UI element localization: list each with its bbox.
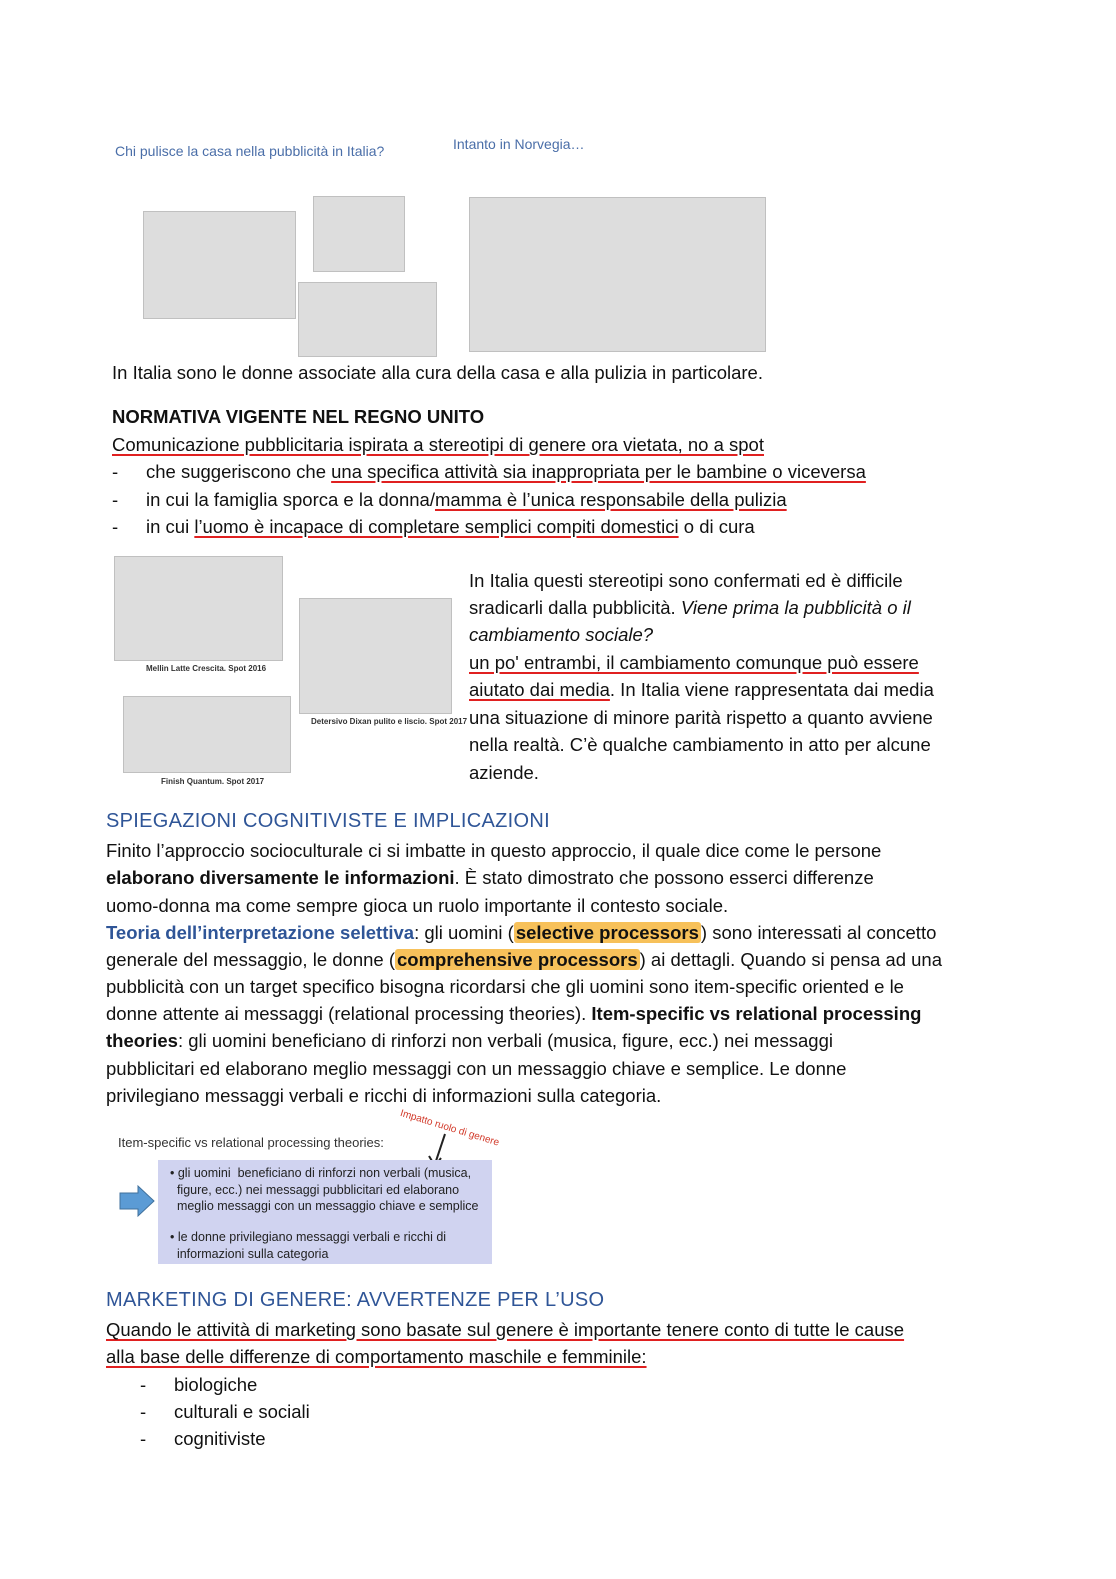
cognitive-line-6: pubblicità con un target specifico bisogna ricordarsi che gli uomini sono item-specific oriented e le <box>106 976 904 997</box>
italy-right-line-7: nella realtà. C’è qualche cambiamento in atto per alcune <box>469 734 931 755</box>
diagram-arrow-icon <box>118 1184 158 1218</box>
marketing-line-2: alla base delle differenze di comportamento maschile e femminile: <box>106 1346 647 1367</box>
ad-image-finish <box>123 696 291 773</box>
italy-right-line-4: un po' entrambi, il cambiamento comunque può essere <box>469 652 919 673</box>
ad-image-italy-1 <box>143 211 296 319</box>
caption-norway: Intanto in Norvegia… <box>453 136 585 152</box>
italy-right-line-5: aiutato dai media. In Italia viene rappresentata dai media <box>469 679 934 700</box>
cognitive-line-9: pubblicitari ed elaborano meglio messaggi con un messaggio chiave e semplice. Le donne <box>106 1058 847 1079</box>
uk-intro: Comunicazione pubblicitaria ispirata a stereotipi di genere ora vietata, no a spot <box>112 434 764 455</box>
diagram-box <box>158 1160 492 1264</box>
uk-bullet-3: - in cui l’uomo è incapace di completare semplici compiti domestici o di cura <box>112 516 755 537</box>
ad-image-norway <box>469 197 766 352</box>
cognitive-line-8: theories: gli uomini beneficiano di rinforzi non verbali (musica, figure, ecc.) nei messaggi <box>106 1030 833 1051</box>
uk-title: NORMATIVA VIGENTE NEL REGNO UNITO <box>112 406 485 427</box>
diagram-bullet-men: • gli uomini beneficiano di rinforzi non verbali (musica, figure, ecc.) nei messaggi pubblicitari ed elaborano meglio messaggi con un messaggio chiave e semplice <box>170 1166 479 1213</box>
cognitive-line-4: Teoria dell’interpretazione selettiva: gli uomini ( selective processors ) sono interessati al concetto <box>106 922 937 943</box>
cognitive-line-7: donne attente ai messaggi (relational processing theories). Item-specific vs relational processing <box>106 1003 922 1024</box>
cognitive-line-10: privilegiano messaggi verbali e ricchi di informazioni sulla categoria. <box>106 1085 662 1106</box>
uk-bullet-2: - in cui la famiglia sporca e la donna/mamma è l’unica responsabile della pulizia <box>112 489 787 510</box>
uk-bullet-1: - che suggeriscono che una specifica attività sia inappropriata per le bambine o viceversa <box>112 461 866 482</box>
caption-italy-question: Chi pulisce la casa nella pubblicità in Italia? <box>115 143 385 159</box>
diagram-bullet-women: • le donne privilegiano messaggi verbali e ricchi di informazioni sulla categoria <box>170 1230 447 1261</box>
ad-image-italy-2 <box>313 196 405 272</box>
italy-right-line-3: cambiamento sociale? <box>469 624 654 645</box>
diagram-annotation: Impatto ruolo di genere <box>398 1108 501 1149</box>
italy-right-line-8: aziende. <box>469 762 539 783</box>
caption-finish: Finish Quantum. Spot 2017 <box>161 777 265 786</box>
ad-image-mellin <box>114 556 283 661</box>
paragraph-italy: In Italia sono le donne associate alla cura della casa e alla pulizia in particolare. <box>112 362 763 383</box>
cognitive-line-5: generale del messaggio, le donne ( comprehensive processors ) ai dettagli. Quando si pensa ad una <box>106 949 942 970</box>
ad-image-dixan <box>299 598 452 714</box>
marketing-item: - cognitiviste <box>140 1428 266 1449</box>
cognitive-line-3: uomo-donna ma come sempre gioca un ruolo importante il contesto sociale. <box>106 895 729 916</box>
italy-right-line-2: sradicarli dalla pubblicità. Viene prima la pubblicità o il <box>469 597 911 618</box>
marketing-item: - culturali e sociali <box>140 1401 310 1422</box>
ad-image-italy-3 <box>298 282 437 357</box>
marketing-line-1: Quando le attività di marketing sono basate sul genere è importante tenere conto di tutte le cause <box>106 1319 905 1340</box>
diagram-title: Item-specific vs relational processing theories: <box>118 1135 384 1150</box>
caption-dixan: Detersivo Dixan pulito e liscio. Spot 2017 <box>311 717 468 726</box>
cognitive-line-2: elaborano diversamente le informazioni. È stato dimostrato che possono esserci differenze <box>106 867 874 888</box>
marketing-item: - biologiche <box>140 1374 258 1395</box>
heading-marketing: MARKETING DI GENERE: AVVERTENZE PER L’USO <box>106 1289 605 1311</box>
cognitive-line-1: Finito l’approccio socioculturale ci si imbatte in questo approccio, il quale dice come le persone <box>106 840 882 861</box>
caption-mellin: Mellin Latte Crescita. Spot 2016 <box>146 664 267 673</box>
italy-right-line-1: In Italia questi stereotipi sono confermati ed è difficile <box>469 570 903 591</box>
italy-right-line-6: una situazione di minore parità rispetto a quanto avviene <box>469 707 933 728</box>
heading-cognitive: SPIEGAZIONI COGNITIVISTE E IMPLICAZIONI <box>106 810 550 832</box>
